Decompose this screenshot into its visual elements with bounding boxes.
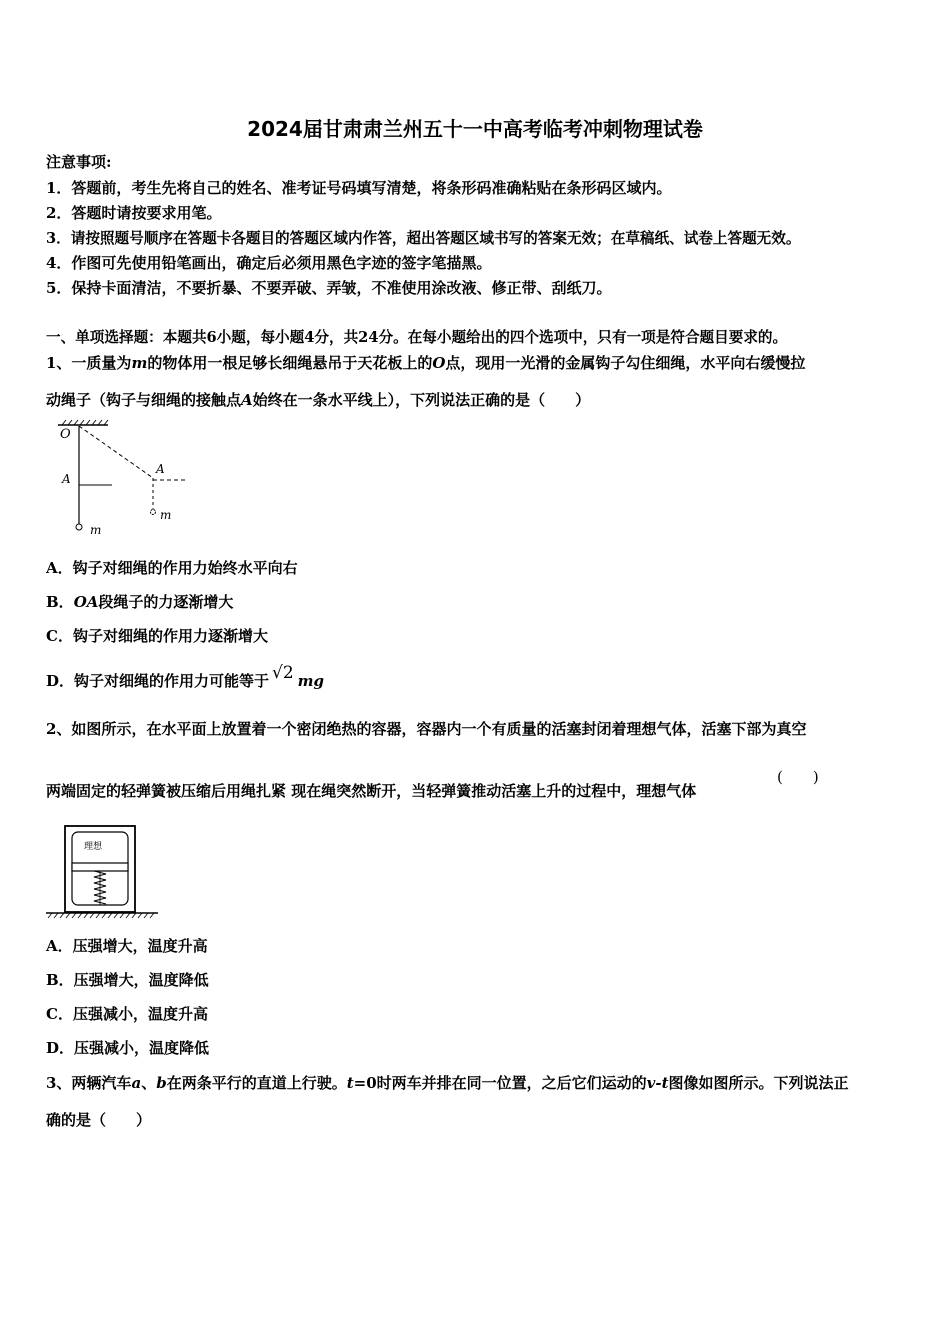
label-m-right: m — [160, 508, 172, 522]
q1-option-c: C．钩子对细绳的作用力逐渐增大 — [46, 627, 268, 645]
q2-line2: 两端固定的轻弹簧被压缩后用绳扎紧 现在绳突然断开，当轻弹簧推动活塞上升的过程中，理想气体 — [46, 782, 697, 800]
notice-item: 2．答题时请按要求用笔。 — [46, 204, 222, 222]
label-a-right: A — [156, 462, 165, 476]
section-heading: 一、单项选择题：本题共6小题，每小题4分，共24分。在每小题给出的四个选项中，只有一项是符合题目要求的。 — [46, 329, 788, 346]
label-m-left: m — [90, 523, 102, 537]
label-o: O — [60, 427, 71, 442]
notice-item: 4．作图可先使用铅笔画出，确定后必须用黑色字迹的签字笔描黑。 — [46, 254, 492, 272]
q2-line1: 2、如图所示，在水平面上放置着一个密闭绝热的容器，容器内一个有质量的活塞封闭着理想气体，活塞下部为真空 — [46, 720, 807, 738]
q1-line2: 动绳子（钩子与细绳的接触点A始终在一条水平线上），下列说法正确的是（ ） — [46, 391, 591, 409]
label-a-left: A — [62, 472, 71, 486]
page-title: 2024届甘肃肃兰州五十一中高考临考冲刺物理试卷 — [247, 117, 703, 141]
q3-line2: 确的是（ ） — [46, 1111, 152, 1129]
q1-option-b: B．OA段绳子的力逐渐增大 — [46, 593, 234, 611]
q1-pendulum-figure — [50, 418, 195, 538]
q3-line1: 3、两辆汽车a、b在两条平行的直道上行驶。t=0时两车并排在同一位置，之后它们运动的v-t图像如图所示。下列说法正 — [46, 1074, 849, 1092]
q2-option-a: A．压强增大，温度升高 — [46, 937, 208, 955]
q1-line1: 1、一质量为m的物体用一根足够长细绳悬吊于天花板上的O点，现用一光滑的金属钩子勾住细绳，水平向右缓慢拉 — [46, 354, 806, 372]
q2-option-c: C．压强减小，温度升高 — [46, 1005, 208, 1023]
q2-option-b: B．压强增大，温度降低 — [46, 971, 209, 989]
q1-option-d: D．钩子对细绳的作用力可能等于 √2 mg — [46, 663, 325, 690]
q2-container-figure — [44, 823, 164, 921]
q2-bracket: ( ) — [777, 768, 819, 786]
notice-item: 1．答题前，考生先将自己的姓名、准考证号码填写清楚，将条形码准确粘贴在条形码区域内。 — [46, 179, 672, 197]
notice-item: 5．保持卡面清洁，不要折暴、不要弄破、弄皱，不准使用涂改液、修正带、刮纸刀。 — [46, 279, 612, 297]
q2-option-d: D．压强减小，温度降低 — [46, 1039, 210, 1057]
gas-label: 理想 — [84, 842, 103, 852]
q1-option-a: A．钩子对细绳的作用力始终水平向右 — [46, 559, 298, 577]
notice-heading: 注意事项: — [46, 153, 112, 171]
notice-item: 3．请按照题号顺序在答题卡各题目的答题区域内作答，超出答题区域书写的答案无效；在草稿纸、试卷上答题无效。 — [46, 230, 801, 247]
